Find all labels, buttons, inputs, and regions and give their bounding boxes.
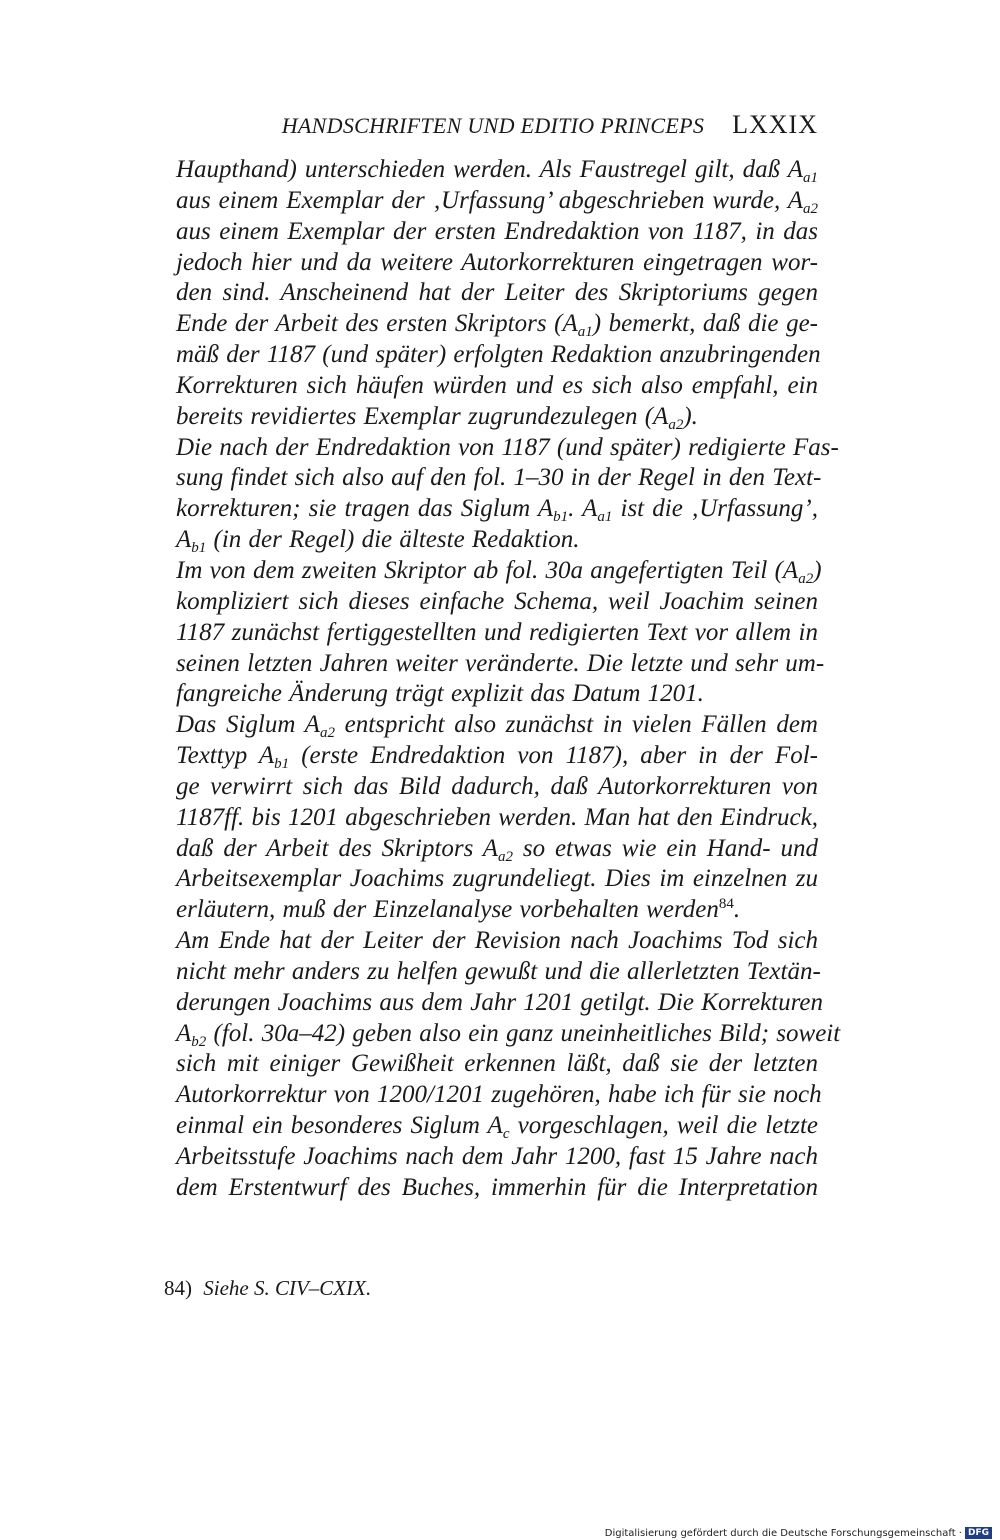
text-line: [176, 556, 822, 587]
text-segment: ).: [683, 402, 698, 430]
footnote-reference: 84: [718, 896, 734, 913]
siglum-subscript: b1: [553, 509, 569, 526]
text-segment: ): [813, 556, 822, 584]
text-segment: (erste Endredaktion von 1187), aber in der Fol-: [289, 742, 818, 770]
siglum-subscript: a2: [798, 570, 814, 587]
text-segment: ) bemerkt, daß die ge-: [592, 310, 818, 338]
text-segment: Korrekturen sich häufen würden und es sich also empfahl, ein: [176, 371, 818, 399]
text-line: [176, 155, 818, 186]
text-segment: 1187ff. bis 1201 abgeschrieben werden. Man hat den Eindruck,: [176, 803, 818, 831]
text-line: [176, 834, 818, 865]
text-segment: vorgeschlagen, weil die letzte: [509, 1112, 818, 1140]
text-line: [176, 494, 818, 525]
text-line: [176, 988, 824, 1019]
text-line: [176, 433, 839, 464]
text-line: [176, 371, 818, 402]
text-line: [176, 217, 818, 248]
text-segment: bereits revidiertes Exemplar zugrundezulegen (A: [176, 402, 669, 430]
text-line: [176, 186, 818, 217]
running-head-title: HANDSCHRIFTEN UND EDITIO PRINCEPS: [281, 113, 705, 138]
text-line: [176, 926, 818, 957]
text-line: [176, 1049, 818, 1080]
text-segment: seinen letzten Jahren weiter veränderte. Die letzte und sehr um-: [176, 649, 825, 677]
text-segment: kompliziert sich dieses einfache Schema, weil Joachim seinen: [176, 587, 818, 615]
siglum-subscript: a2: [498, 848, 513, 865]
text-line: [176, 649, 825, 680]
text-line: [176, 1080, 822, 1111]
page-number: LXXIX: [732, 110, 818, 139]
siglum-subscript: a2: [319, 725, 335, 742]
text-segment: 1187 zunächst fertiggestellten und redigierten Text vor allem in: [176, 618, 818, 646]
footnote-text: Siehe S. CIV–CXIX.: [203, 1276, 372, 1300]
text-segment: jedoch hier und da weitere Autorkorrekturen eingetragen wor-: [176, 248, 818, 276]
text-segment: (in der Regel) die älteste Redaktion.: [206, 526, 580, 554]
text-segment: aus einem Exemplar der ersten Endredaktion von 1187, in das: [176, 217, 818, 245]
siglum-subscript: c: [502, 1126, 510, 1143]
text-segment: A: [176, 526, 192, 554]
text-line: [176, 803, 818, 834]
text-segment: Arbeitsexemplar Joachims zugrundeliegt. Dies im einzelnen zu: [176, 865, 818, 893]
siglum-subscript: b1: [191, 540, 207, 557]
text-line: [176, 309, 818, 340]
siglum-subscript: a1: [597, 509, 613, 526]
siglum-subscript: b1: [274, 756, 290, 773]
text-segment: aus einem Exemplar der ‚Urfassung’ abgeschrieben wurde, A: [176, 186, 803, 214]
text-segment: Haupthand) unterschieden werden. Als Faustregel gilt, daß A: [176, 156, 803, 183]
text-segment: Autorkorrektur von 1200/1201 zugehören, habe ich für sie noch: [176, 1081, 822, 1109]
text-line: [176, 741, 818, 772]
text-segment: dem Erstentwurf des Buches, immerhin für die Interpretation: [176, 1173, 818, 1201]
text-segment: Texttyp A: [176, 742, 275, 770]
text-segment: derungen Joachims aus dem Jahr 1201 getilgt. Die Korrekturen: [176, 988, 824, 1016]
text-segment: nicht mehr anders zu helfen gewußt und die allerletzten Textän-: [176, 957, 821, 985]
body-text: [176, 155, 841, 1204]
text-segment: mäß der 1187 (und später) erfolgten Redaktion anzubringenden: [176, 341, 821, 369]
text-segment: Das Siglum A: [176, 711, 320, 739]
digitization-notice: [605, 1526, 992, 1540]
text-line: [176, 679, 818, 710]
text-line: [176, 1142, 818, 1173]
text-line: [176, 864, 818, 895]
footnote-number: 84): [164, 1276, 192, 1300]
text-line: [176, 587, 818, 618]
text-line: [176, 525, 818, 556]
siglum-subscript: a2: [803, 200, 818, 217]
text-segment: ge verwirrt sich das Bild dadurch, daß Autorkorrekturen von: [176, 772, 818, 800]
running-head: [176, 110, 818, 144]
text-segment: daß der Arbeit des Skriptors A: [176, 834, 498, 862]
siglum-subscript: a1: [577, 324, 593, 341]
text-line: [176, 463, 822, 494]
text-segment: Im von dem zweiten Skriptor ab fol. 30a angefertigten Teil (A: [176, 556, 799, 584]
siglum-subscript: a2: [668, 416, 684, 433]
text-line: [176, 895, 818, 926]
siglum-subscript: b2: [191, 1033, 207, 1050]
text-segment: entspricht also zunächst in vielen Fällen dem: [334, 711, 818, 739]
text-segment: so etwas wie ein Hand- und: [513, 834, 818, 862]
text-segment: (fol. 30a–42) geben also ein ganz uneinheitliches Bild; soweit: [206, 1019, 841, 1047]
text-line: [176, 957, 821, 988]
digitization-text: Digitalisierung gefördert durch die Deutsche Forschungsgemeinschaft ·: [604, 1527, 962, 1539]
text-segment: Am Ende hat der Leiter der Revision nach Joachims Tod sich: [176, 927, 818, 955]
text-line: [176, 278, 818, 309]
text-segment: Ende der Arbeit des ersten Skriptors (A: [176, 310, 578, 338]
text-line: [176, 402, 818, 433]
text-segment: . A: [568, 495, 598, 523]
text-line: [176, 248, 818, 279]
text-segment: Die nach der Endredaktion von 1187 (und später) redigierte Fas-: [176, 433, 839, 461]
text-segment: .: [733, 896, 741, 924]
text-segment: Arbeitsstufe Joachims nach dem Jahr 1200, fast 15 Jahre nach: [176, 1143, 818, 1170]
text-segment: sung findet sich also auf den fol. 1–30 in der Regel in den Text-: [176, 464, 822, 492]
siglum-subscript: a1: [803, 170, 818, 186]
text-segment: sich mit einiger Gewißheit erkennen läßt, daß sie der letzten: [176, 1050, 818, 1078]
text-line: [176, 710, 818, 741]
text-line: [176, 618, 818, 649]
text-segment: fangreiche Änderung trägt explizit das Datum 1201.: [176, 680, 704, 708]
text-segment: einmal ein besonderes Siglum A: [176, 1112, 503, 1140]
text-line: [176, 772, 818, 803]
text-line: [176, 340, 821, 371]
text-segment: ist die ‚Urfassung’,: [612, 495, 819, 523]
text-segment: A: [176, 1019, 192, 1047]
text-line: [176, 1019, 841, 1050]
text-line: [176, 1111, 818, 1142]
text-line: [176, 1173, 818, 1204]
text-segment: den sind. Anscheinend hat der Leiter des Skriptoriums gegen: [176, 279, 818, 307]
dfg-logo: DFG: [965, 1527, 992, 1539]
footnote: [164, 1276, 824, 1301]
text-segment: erläutern, muß der Einzelanalyse vorbehalten werden: [176, 896, 719, 924]
text-segment: korrekturen; sie tragen das Siglum A: [176, 495, 554, 523]
